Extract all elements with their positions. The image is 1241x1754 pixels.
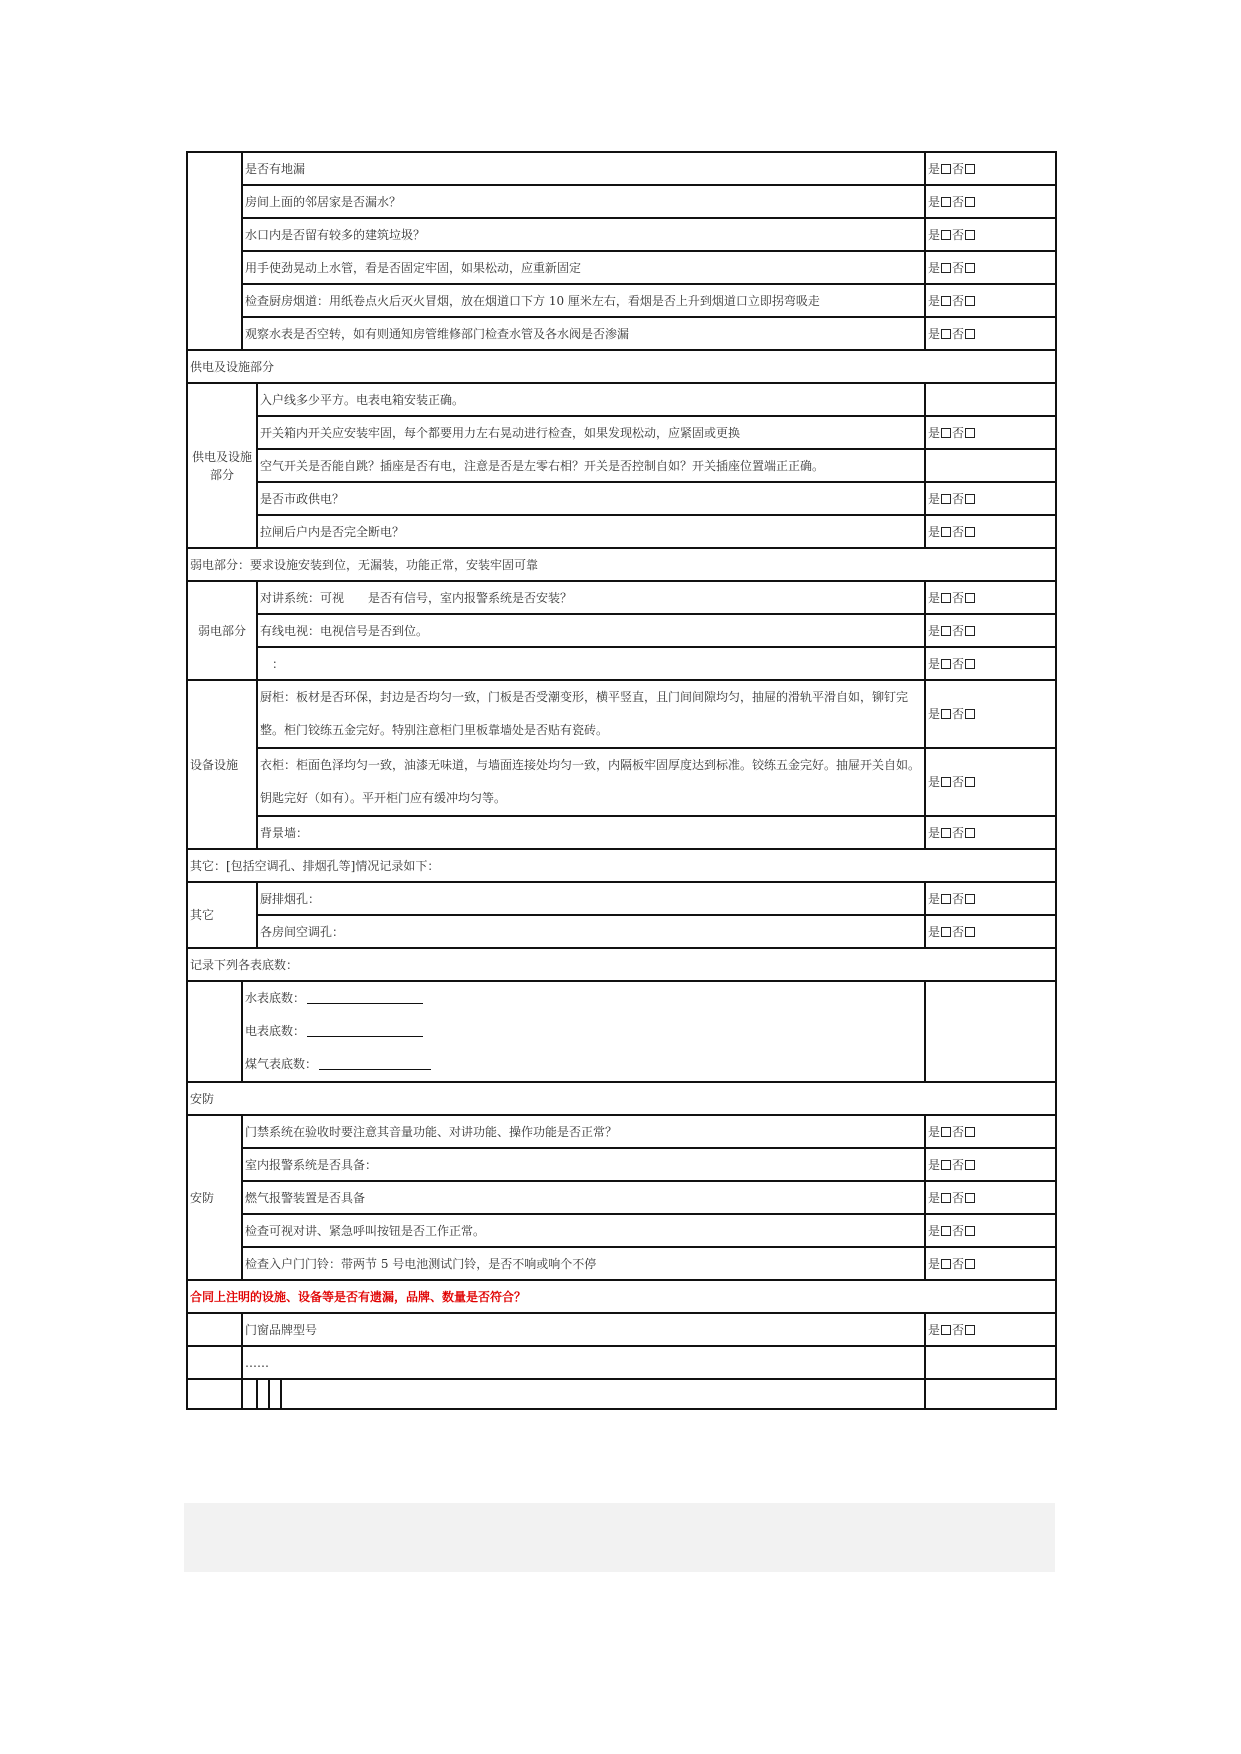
yes-no-cell[interactable] bbox=[925, 218, 1056, 251]
yes-label: 是 bbox=[928, 524, 941, 539]
yes-label: 是 bbox=[928, 194, 941, 209]
blank-cell bbox=[187, 1346, 242, 1379]
no-checkbox[interactable] bbox=[965, 593, 975, 603]
table-row bbox=[187, 251, 1056, 284]
section-header: 安防 bbox=[187, 1082, 1056, 1115]
yes-checkbox[interactable] bbox=[941, 428, 951, 438]
no-checkbox[interactable] bbox=[965, 1160, 975, 1170]
meter-label: 电表底数： bbox=[245, 1024, 306, 1038]
no-checkbox[interactable] bbox=[965, 230, 975, 240]
no-label: 否 bbox=[952, 293, 965, 308]
table-row bbox=[187, 1346, 1056, 1379]
yes-no-cell bbox=[925, 449, 1056, 482]
yes-label: 是 bbox=[928, 1322, 941, 1337]
no-label: 否 bbox=[952, 161, 965, 176]
yes-no-cell[interactable] bbox=[925, 185, 1056, 218]
item-text: 厨柜：板材是否环保，封边是否均匀一致，门板是否受潮变形，横平竖直，且门间间隙均匀，抽屉的滑轨平滑自如，铆钉完整。柜门铰练五金完好。特别注意柜门里板靠墙处是否贴有瓷砖。 bbox=[257, 680, 925, 748]
no-checkbox[interactable] bbox=[965, 296, 975, 306]
yes-label: 是 bbox=[928, 623, 941, 638]
meter-readings bbox=[242, 981, 925, 1082]
no-label: 否 bbox=[952, 524, 965, 539]
no-label: 否 bbox=[952, 656, 965, 671]
blank-cell bbox=[281, 1379, 925, 1409]
no-label: 否 bbox=[952, 775, 965, 789]
yes-label: 是 bbox=[928, 775, 941, 789]
table-row bbox=[187, 548, 1056, 581]
no-checkbox[interactable] bbox=[965, 777, 975, 787]
yes-label: 是 bbox=[928, 326, 941, 341]
no-label: 否 bbox=[952, 227, 965, 242]
section-header: 合同上注明的设施、设备等是否有遗漏，品牌、数量是否符合？ bbox=[187, 1280, 1056, 1313]
yes-checkbox[interactable] bbox=[941, 494, 951, 504]
yes-checkbox[interactable] bbox=[941, 709, 951, 719]
item-text: 厨排烟孔： bbox=[257, 882, 925, 915]
yes-no-cell[interactable] bbox=[925, 614, 1056, 647]
item-text: 检查入户门门铃：带两节 5 号电池测试门铃，是否不响或响个不停 bbox=[242, 1247, 925, 1280]
yes-label: 是 bbox=[928, 924, 941, 939]
item-text: 检查可视对讲、紧急呼叫按钮是否工作正常。 bbox=[242, 1214, 925, 1247]
yes-no-cell[interactable] bbox=[925, 1181, 1056, 1214]
item-text: 是否市政供电？ bbox=[257, 482, 925, 515]
blank-cell bbox=[242, 1379, 257, 1409]
table-row bbox=[187, 816, 1056, 849]
yes-no-cell[interactable] bbox=[925, 647, 1056, 680]
inspection-checklist-table bbox=[186, 151, 1057, 1410]
yes-checkbox[interactable] bbox=[941, 777, 951, 787]
no-label: 否 bbox=[952, 1322, 965, 1337]
yes-no-cell[interactable] bbox=[925, 915, 1056, 948]
no-label: 否 bbox=[952, 707, 965, 721]
yes-label: 是 bbox=[928, 1157, 941, 1172]
table-row bbox=[187, 284, 1056, 317]
yes-label: 是 bbox=[928, 1190, 941, 1205]
item-text: 房间上面的邻居家是否漏水？ bbox=[242, 185, 925, 218]
table-row bbox=[187, 680, 1056, 748]
no-checkbox[interactable] bbox=[965, 1325, 975, 1335]
yes-no-cell[interactable] bbox=[925, 882, 1056, 915]
yes-no-cell[interactable] bbox=[925, 284, 1056, 317]
section-category: 其它 bbox=[187, 882, 257, 948]
item-text: 空气开关是否能自跳？插座是否有电，注意是否是左零右相？开关是否控制自如？开关插座位置端正正确。 bbox=[257, 449, 925, 482]
blank-cell bbox=[187, 1379, 242, 1409]
item-text: 背景墙： bbox=[257, 816, 925, 849]
meter-line bbox=[245, 1015, 922, 1048]
yes-no-cell[interactable] bbox=[925, 251, 1056, 284]
section-header: 供电及设施部分 bbox=[187, 350, 1056, 383]
yes-no-cell bbox=[925, 981, 1056, 1082]
yes-checkbox[interactable] bbox=[941, 1127, 951, 1137]
table-row bbox=[187, 849, 1056, 882]
table-row bbox=[187, 1181, 1056, 1214]
meter-line bbox=[245, 982, 922, 1015]
yes-no-cell[interactable] bbox=[925, 482, 1056, 515]
no-checkbox[interactable] bbox=[965, 329, 975, 339]
yes-checkbox[interactable] bbox=[941, 164, 951, 174]
no-label: 否 bbox=[952, 326, 965, 341]
yes-checkbox[interactable] bbox=[941, 1325, 951, 1335]
yes-checkbox[interactable] bbox=[941, 197, 951, 207]
yes-label: 是 bbox=[928, 825, 941, 840]
yes-checkbox[interactable] bbox=[941, 593, 951, 603]
section-category bbox=[187, 152, 242, 350]
yes-no-cell bbox=[925, 383, 1056, 416]
yes-label: 是 bbox=[928, 1124, 941, 1139]
no-label: 否 bbox=[952, 194, 965, 209]
yes-no-cell[interactable] bbox=[925, 748, 1056, 816]
no-label: 否 bbox=[952, 1223, 965, 1238]
no-label: 否 bbox=[952, 260, 965, 275]
item-text: 燃气报警装置是否具备 bbox=[242, 1181, 925, 1214]
yes-label: 是 bbox=[928, 293, 941, 308]
item-text: ： bbox=[257, 647, 925, 680]
yes-no-cell[interactable] bbox=[925, 416, 1056, 449]
yes-label: 是 bbox=[928, 227, 941, 242]
meter-blank[interactable] bbox=[319, 1057, 431, 1070]
table-row bbox=[187, 185, 1056, 218]
item-text: 室内报警系统是否具备： bbox=[242, 1148, 925, 1181]
yes-checkbox[interactable] bbox=[941, 1193, 951, 1203]
no-checkbox[interactable] bbox=[965, 828, 975, 838]
yes-checkbox[interactable] bbox=[941, 230, 951, 240]
item-text: 有线电视：电视信号是否到位。 bbox=[257, 614, 925, 647]
no-checkbox[interactable] bbox=[965, 659, 975, 669]
yes-label: 是 bbox=[928, 590, 941, 605]
yes-no-cell[interactable] bbox=[925, 152, 1056, 185]
table-row bbox=[187, 152, 1056, 185]
no-label: 否 bbox=[952, 1157, 965, 1172]
table-row bbox=[187, 1379, 1056, 1409]
no-checkbox[interactable] bbox=[965, 164, 975, 174]
yes-checkbox[interactable] bbox=[941, 927, 951, 937]
blank-cell bbox=[187, 1313, 242, 1346]
no-label: 否 bbox=[952, 1256, 965, 1271]
section-category: 供电及设施部分 bbox=[187, 383, 257, 548]
no-checkbox[interactable] bbox=[965, 626, 975, 636]
meter-category bbox=[187, 981, 242, 1082]
item-text: …… bbox=[242, 1346, 925, 1379]
no-label: 否 bbox=[952, 891, 965, 906]
yes-checkbox[interactable] bbox=[941, 1160, 951, 1170]
table-row bbox=[187, 948, 1056, 981]
yes-no-cell[interactable] bbox=[925, 1148, 1056, 1181]
no-checkbox[interactable] bbox=[965, 527, 975, 537]
no-label: 否 bbox=[952, 924, 965, 939]
yes-label: 是 bbox=[928, 1256, 941, 1271]
item-text: 开关箱内开关应安装牢固，每个都要用力左右晃动进行检查，如果发现松动，应紧固或更换 bbox=[257, 416, 925, 449]
item-text: 衣柜：柜面色泽均匀一致，油漆无味道，与墙面连接处均匀一致，内隔板牢固厚度达到标准。铰练五金完好。抽屉开关自如。钥匙完好（如有）。平开柜门应有缓冲均匀等。 bbox=[257, 748, 925, 816]
table-row bbox=[187, 1313, 1056, 1346]
table-row bbox=[187, 915, 1056, 948]
yes-checkbox[interactable] bbox=[941, 894, 951, 904]
section-header: 弱电部分：要求设施安装到位，无漏装，功能正常，安装牢固可靠 bbox=[187, 548, 1056, 581]
no-checkbox[interactable] bbox=[965, 263, 975, 273]
item-text: 检查厨房烟道：用纸卷点火后灭火冒烟，放在烟道口下方 10 厘米左右，看烟是否上升到烟道口立即拐弯吸走 bbox=[242, 284, 925, 317]
table-row bbox=[187, 882, 1056, 915]
blank-cell bbox=[269, 1379, 281, 1409]
table-row bbox=[187, 748, 1056, 816]
table-row bbox=[187, 1115, 1056, 1148]
meter-blank[interactable] bbox=[307, 1024, 423, 1037]
page-footer-band bbox=[184, 1503, 1055, 1572]
yes-checkbox[interactable] bbox=[941, 296, 951, 306]
item-text: 观察水表是否空转，如有则通知房管维修部门检查水管及各水阀是否渗漏 bbox=[242, 317, 925, 350]
table-row bbox=[187, 515, 1056, 548]
meter-blank[interactable] bbox=[307, 991, 423, 1004]
yes-no-cell[interactable] bbox=[925, 816, 1056, 849]
no-label: 否 bbox=[952, 623, 965, 638]
yes-label: 是 bbox=[928, 891, 941, 906]
item-text: 入户线多少平方。电表电箱安装正确。 bbox=[257, 383, 925, 416]
no-label: 否 bbox=[952, 425, 965, 440]
section-category: 安防 bbox=[187, 1115, 242, 1280]
no-label: 否 bbox=[952, 590, 965, 605]
no-label: 否 bbox=[952, 1124, 965, 1139]
no-checkbox[interactable] bbox=[965, 1226, 975, 1236]
no-checkbox[interactable] bbox=[965, 1193, 975, 1203]
table-row bbox=[187, 482, 1056, 515]
yes-checkbox[interactable] bbox=[941, 263, 951, 273]
no-checkbox[interactable] bbox=[965, 927, 975, 937]
table-row bbox=[187, 1214, 1056, 1247]
item-text: 对讲系统：可视 是否有信号，室内报警系统是否安装？ bbox=[257, 581, 925, 614]
no-checkbox[interactable] bbox=[965, 894, 975, 904]
yes-label: 是 bbox=[928, 425, 941, 440]
table-row bbox=[187, 1082, 1056, 1115]
no-label: 否 bbox=[952, 491, 965, 506]
item-text: 门禁系统在验收时要注意其音量功能、对讲功能、操作功能是否正常？ bbox=[242, 1115, 925, 1148]
yes-checkbox[interactable] bbox=[941, 1226, 951, 1236]
table-row bbox=[187, 614, 1056, 647]
no-label: 否 bbox=[952, 825, 965, 840]
yes-checkbox[interactable] bbox=[941, 329, 951, 339]
yes-no-cell bbox=[925, 1346, 1056, 1379]
section-header: 其它：[包括空调孔、排烟孔等]情况记录如下： bbox=[187, 849, 1056, 882]
no-checkbox[interactable] bbox=[965, 709, 975, 719]
meter-line bbox=[245, 1048, 922, 1081]
table-row bbox=[187, 581, 1056, 614]
no-checkbox[interactable] bbox=[965, 494, 975, 504]
section-category: 弱电部分 bbox=[187, 581, 257, 680]
table-row bbox=[187, 383, 1056, 416]
meter-label: 煤气表底数： bbox=[245, 1057, 318, 1071]
item-text: 水口内是否留有较多的建筑垃圾？ bbox=[242, 218, 925, 251]
yes-no-cell[interactable] bbox=[925, 680, 1056, 748]
no-label: 否 bbox=[952, 1190, 965, 1205]
no-checkbox[interactable] bbox=[965, 1127, 975, 1137]
yes-no-cell[interactable] bbox=[925, 1247, 1056, 1280]
no-checkbox[interactable] bbox=[965, 197, 975, 207]
yes-label: 是 bbox=[928, 1223, 941, 1238]
table-row bbox=[187, 981, 1056, 1082]
yes-checkbox[interactable] bbox=[941, 828, 951, 838]
yes-no-cell[interactable] bbox=[925, 1115, 1056, 1148]
no-checkbox[interactable] bbox=[965, 1259, 975, 1269]
table-row bbox=[187, 218, 1056, 251]
yes-checkbox[interactable] bbox=[941, 659, 951, 669]
yes-checkbox[interactable] bbox=[941, 626, 951, 636]
yes-checkbox[interactable] bbox=[941, 527, 951, 537]
section-header: 记录下列各表底数： bbox=[187, 948, 1056, 981]
table-row bbox=[187, 1148, 1056, 1181]
table-row bbox=[187, 317, 1056, 350]
item-text: 用手使劲晃动上水管，看是否固定牢固，如果松动，应重新固定 bbox=[242, 251, 925, 284]
item-text: 各房间空调孔： bbox=[257, 915, 925, 948]
item-text: 是否有地漏 bbox=[242, 152, 925, 185]
yes-no-cell[interactable] bbox=[925, 1313, 1056, 1346]
table-row bbox=[187, 449, 1056, 482]
yes-no-cell bbox=[925, 1379, 1056, 1409]
yes-label: 是 bbox=[928, 656, 941, 671]
item-text: 拉闸后户内是否完全断电？ bbox=[257, 515, 925, 548]
table-row bbox=[187, 1280, 1056, 1313]
section-category: 设备设施 bbox=[187, 680, 257, 849]
item-text: 门窗品牌型号 bbox=[242, 1313, 925, 1346]
yes-label: 是 bbox=[928, 707, 941, 721]
yes-label: 是 bbox=[928, 260, 941, 275]
yes-label: 是 bbox=[928, 491, 941, 506]
no-checkbox[interactable] bbox=[965, 428, 975, 438]
blank-cell bbox=[257, 1379, 269, 1409]
table-row bbox=[187, 350, 1056, 383]
yes-no-cell[interactable] bbox=[925, 581, 1056, 614]
yes-no-cell[interactable] bbox=[925, 317, 1056, 350]
table-row bbox=[187, 416, 1056, 449]
meter-label: 水表底数： bbox=[245, 991, 306, 1005]
yes-checkbox[interactable] bbox=[941, 1259, 951, 1269]
yes-no-cell[interactable] bbox=[925, 1214, 1056, 1247]
yes-label: 是 bbox=[928, 161, 941, 176]
yes-no-cell[interactable] bbox=[925, 515, 1056, 548]
table-row bbox=[187, 1247, 1056, 1280]
table-row bbox=[187, 647, 1056, 680]
